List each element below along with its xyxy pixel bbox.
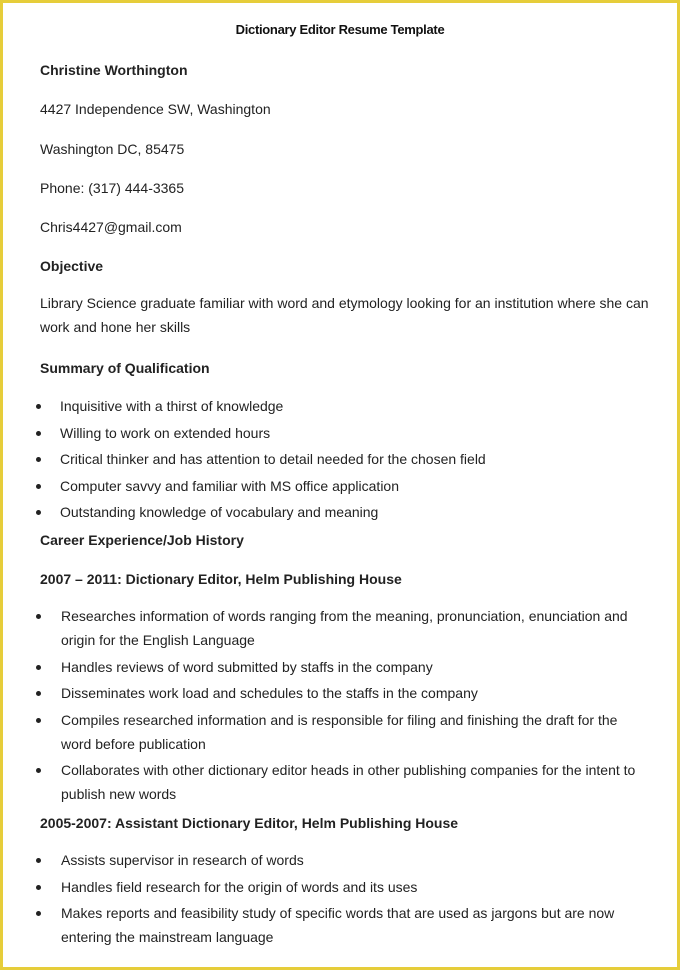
list-item [3,500,663,524]
bullet-icon [36,858,41,863]
bullet-icon [36,457,41,462]
bullet-icon [36,614,41,619]
bullet-icon [36,718,41,723]
job-title-2: 2005-2007: Assistant Dictionary Editor, Helm Publishing House [40,815,459,831]
list-item-text: Outstanding knowledge of vocabulary and meaning [60,504,379,520]
email-address: Chris4427@gmail.com [40,219,182,235]
bullet-icon [36,431,41,436]
list-item-text: Handles reviews of word submitted by staffs in the company [61,658,433,675]
bullet-icon [36,665,41,670]
job-1-duties [3,604,663,809]
objective-heading: Objective [40,258,104,274]
list-item [3,848,663,872]
job-2-duties [3,848,663,952]
bullet-icon [36,484,41,489]
bullet-icon [36,691,41,696]
list-item-text: Makes reports and feasibility study of specific words that are used as jargons but are now entering the mainstream language [61,905,615,945]
bullet-icon [36,768,41,773]
list-item-text: Willing to work on extended hours [60,424,271,441]
list-item [3,681,663,705]
list-item-text: Compiles researched information and is responsible for filing and finishing the draft for the word before publication [61,711,618,752]
list-item-text: Researches information of words ranging from the meaning, pronunciation, enunciation and origin for the English Language [61,608,628,648]
candidate-name: Christine Worthington [40,62,188,78]
list-item [3,394,663,418]
list-item-text: Handles field research for the origin of words and its uses [61,878,418,895]
summary-list [3,394,663,527]
bullet-icon [36,404,41,409]
list-item [3,447,663,471]
document-title: Dictionary Editor Resume Template [235,22,445,37]
list-item-text: Inquisitive with a thirst of knowledge [60,398,284,414]
bullet-icon [36,885,41,890]
list-item [3,421,663,445]
address-line-1: 4427 Independence SW, Washington [40,101,271,117]
summary-heading: Summary of Qualification [40,360,210,376]
list-item [3,758,663,806]
list-item [3,655,663,679]
list-item [3,875,663,899]
list-item-text: Critical thinker and has attention to detail needed for the chosen field [60,451,486,467]
bullet-icon [36,510,41,515]
job-title-1: 2007 – 2011: Dictionary Editor, Helm Publishing House [40,571,402,587]
phone-number: Phone: (317) 444-3365 [40,180,184,196]
list-item-text: Computer savvy and familiar with MS office application [60,477,400,494]
objective-text: Library Science graduate familiar with word and etymology looking for an institution where she can work and hone her skills [40,295,649,335]
list-item [3,604,663,652]
career-heading: Career Experience/Job History [40,532,244,548]
list-item [3,474,663,498]
list-item [3,708,663,756]
list-item-text: Disseminates work load and schedules to the staffs in the company [61,685,478,701]
list-item-text: Assists supervisor in research of words [61,852,304,868]
list-item [3,901,663,949]
list-item-text: Collaborates with other dictionary editor heads in other publishing companies for the intent to publish new words [61,762,636,802]
bullet-icon [36,911,41,916]
address-line-2: Washington DC, 85475 [40,141,185,157]
